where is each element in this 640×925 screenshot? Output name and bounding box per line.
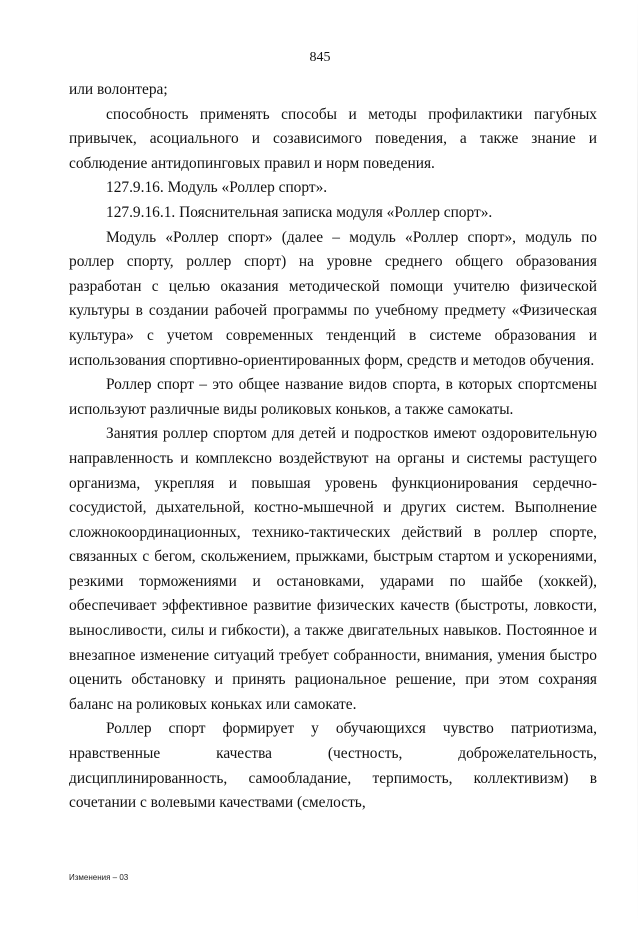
section-heading-explanatory-note: 127.9.16.1. Пояснительная записка модуля «Роллер спорт».	[106, 203, 493, 221]
paragraph: способность применять способы и методы профилактики пагубных привычек, асоциального и созависимого поведения, а также знание и соблюдение антидопинговых правил и норм поведения.	[69, 105, 597, 172]
revision-footer: Изменения – 03	[69, 873, 129, 882]
page-number: 845	[309, 50, 331, 65]
section-heading-module: 127.9.16. Модуль «Роллер спорт».	[106, 179, 328, 197]
paragraph-continuation: или волонтера;	[69, 81, 168, 98]
paragraph: Модуль «Роллер спорт» (далее – модуль «Роллер спорт», модуль по роллер спорту, роллер спорт) на уровне среднего общего образования разработан с целью оказания методической помощи учителю физической культуры в создании рабочей программы по учебному предмету «Физическая культура» с учетом современных тенденций в системе образования и использования спортивно-ориентированных форм, средств и методов обучения.	[69, 228, 597, 369]
document-body	[69, 78, 597, 816]
paragraph: Роллер спорт – это общее название видов спорта, в которых спортсмены используют различные виды роликовых коньков, а также самокаты.	[69, 376, 597, 418]
paragraph: Занятия роллер спортом для детей и подростков имеют оздоровительную направленность и комплексно воздействуют на органы и системы растущего организма, укрепляя и повышая уровень функционирования сердечно-сосудистой, дыхательной, костно-мышечной и других систем. Выполнение сложнокоординационных, технико-тактических действий в роллер спорте, связанных с бегом, скольжением, прыжками, быстрым стартом и ускорениями, резкими торможениями и остановками, ударами по шайбе (хоккей), обеспечивает эффективное развитие физических качеств (быстроты, ловкости, выносливости, силы и гибкости), а также двигательных навыков. Постоянное и внезапное изменение ситуаций требует собранности, внимания, умения быстро оценить обстановку и принять рациональное решение, при этом сохраняя баланс на роликовых коньках или самокате.	[69, 425, 597, 713]
paragraph: Роллер спорт формирует у обучающихся чувство патриотизма, нравственные качества (честность, доброжелательность, дисциплинированность, самообладание, терпимость, коллективизм) в сочетании с волевыми качествами (смелость,	[69, 720, 597, 812]
scan-edge-shadow	[637, 0, 638, 925]
